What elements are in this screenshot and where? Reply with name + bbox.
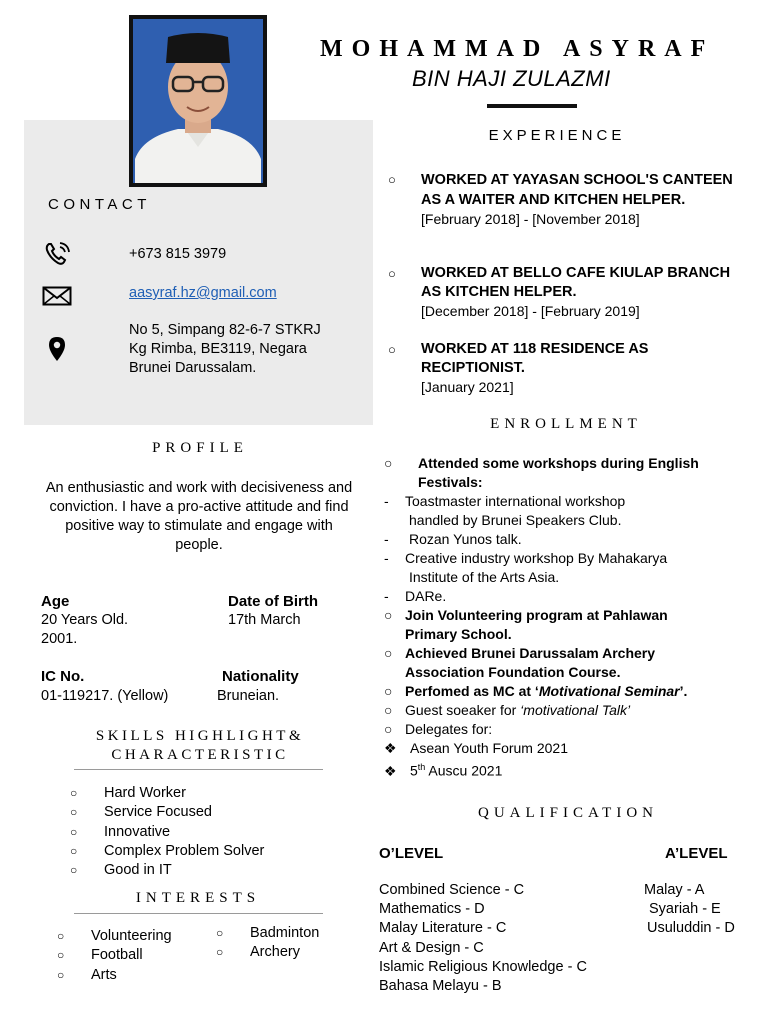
list-item: Primary School. xyxy=(405,626,512,642)
list-item: ○ Archery xyxy=(216,944,300,961)
list-item: ○ Innovative xyxy=(70,823,171,840)
list-item: Association Foundation Course. xyxy=(405,664,621,680)
interests-divider xyxy=(74,913,323,914)
list-item: Combined Science - C xyxy=(379,882,525,898)
list-item: Syariah - E xyxy=(649,901,721,918)
list-item: ○ Badminton xyxy=(216,925,320,941)
dob-label: Date of Birth xyxy=(228,593,318,610)
list-item: ○ Volunteering xyxy=(57,928,172,944)
name-underline xyxy=(487,104,577,108)
phone-number: +673 815 3979 xyxy=(129,246,227,262)
email-link[interactable]: aasyraf.hz@gmail.com xyxy=(129,285,277,301)
list-item: Islamic Religious Knowledge - C xyxy=(379,958,587,975)
dob-value: 17th March xyxy=(228,612,301,628)
phone-icon xyxy=(44,241,74,267)
list-item: - DARe. xyxy=(384,588,447,604)
list-item: ○ Perfomed as MC at ‘Motivational Seminar’. xyxy=(384,683,688,699)
ic-label: IC No. xyxy=(41,668,85,685)
list-item: ○ Delegates for: xyxy=(384,721,493,737)
skills-list xyxy=(70,784,264,880)
list-item: Mathematics - D xyxy=(379,901,485,918)
profile-heading: PROFILE xyxy=(152,440,248,456)
address-line: Brunei Darussalam. xyxy=(129,360,257,376)
alevel-list xyxy=(644,881,735,939)
enrollment-list xyxy=(384,454,699,781)
qualification-heading: QUALIFICATION xyxy=(478,805,658,821)
enrollment-heading: ENROLLMENT xyxy=(490,416,642,432)
alevel-label: A’LEVEL xyxy=(665,845,728,862)
list-item: Malay - A xyxy=(644,882,705,898)
experience-item: ○ WORKED AT BELLO CAFE KIULAP BRANCH AS KITCHEN HELPER. [December 2018] - [February 2019] xyxy=(388,265,731,319)
nationality-value: Bruneian. xyxy=(217,688,280,704)
olevel-label: O’LEVEL xyxy=(379,845,444,862)
interests-list-2 xyxy=(216,924,319,963)
list-item: - Rozan Yunos talk. xyxy=(384,531,522,547)
list-item: ○ Good in IT xyxy=(70,862,172,879)
list-item: - Creative industry workshop By Mahakarya xyxy=(384,550,668,566)
list-item: Art & Design - C xyxy=(379,939,484,956)
list-item: Bahasa Melayu - B xyxy=(379,978,502,995)
list-item: ❖ Asean Youth Forum 2021 xyxy=(384,740,569,756)
olevel-list xyxy=(379,881,587,996)
address-line: No 5, Simpang 82-6-7 STKRJ xyxy=(129,322,321,338)
list-item: ○ Complex Problem Solver xyxy=(70,842,265,859)
profile-photo xyxy=(129,15,267,187)
ic-value: 01-119217. (Yellow) xyxy=(41,688,169,704)
list-item: ❖ 5th Auscu 2021 xyxy=(384,762,503,779)
skills-heading-line-1: SKILLS HIGHLIGHT& xyxy=(95,728,305,744)
address-line: Kg Rimba, BE3119, Negara xyxy=(129,341,307,357)
name-first: MOHAMMAD ASYRAF xyxy=(320,36,715,62)
interests-list-1 xyxy=(57,927,172,985)
list-item: handled by Brunei Speakers Club. xyxy=(409,512,622,528)
list-item: ○ Football xyxy=(57,947,143,964)
experience-item: ○ WORKED AT 118 RESIDENCE AS RECIPTIONIST. [January 2021] xyxy=(388,341,649,395)
experience-heading: EXPERIENCE xyxy=(488,127,626,144)
age-label: Age xyxy=(41,593,70,610)
list-item: Usuluddin - D xyxy=(647,920,735,937)
age-value: 20 Years Old. xyxy=(41,612,129,628)
contact-heading: CONTACT xyxy=(48,196,151,213)
experience-item: ○ WORKED AT YAYASAN SCHOOL'S CANTEEN AS A WAITER AND KITCHEN HELPER. [February 2018] - [November 2018] xyxy=(388,172,733,227)
list-item: Festivals: xyxy=(418,474,483,490)
list-item: ○ Service Focused xyxy=(70,804,212,821)
profile-summary: An enthusiastic and work with decisiveness and conviction. I have a pro-active attitude and find positive way to stimulate and engage with people. xyxy=(45,480,353,553)
name-second: BIN HAJI ZULAZMI xyxy=(412,66,611,91)
skills-heading-line-2: CHARACTERISTIC xyxy=(111,747,289,763)
list-item: ○ Arts xyxy=(57,966,117,983)
list-item: ○ Join Volunteering program at Pahlawan xyxy=(384,607,668,623)
address xyxy=(129,321,321,378)
interests-heading: INTERESTS xyxy=(135,890,261,906)
list-item: ○ Hard Worker xyxy=(70,785,186,801)
skills-divider xyxy=(74,769,323,770)
envelope-icon xyxy=(42,286,72,312)
list-item: ○ Achieved Brunei Darussalam Archery xyxy=(384,645,656,661)
list-item: Malay Literature - C xyxy=(379,920,507,937)
location-pin-icon xyxy=(48,336,78,362)
nationality-label: Nationality xyxy=(222,668,299,685)
dob-year: 2001. xyxy=(41,631,78,647)
list-item: - Toastmaster international workshop xyxy=(384,493,626,509)
list-item: Institute of the Arts Asia. xyxy=(409,569,560,585)
list-item: ○ Attended some workshops during English xyxy=(384,455,699,471)
list-item: ○ Guest soeaker for ‘motivational Talk’ xyxy=(384,702,631,718)
